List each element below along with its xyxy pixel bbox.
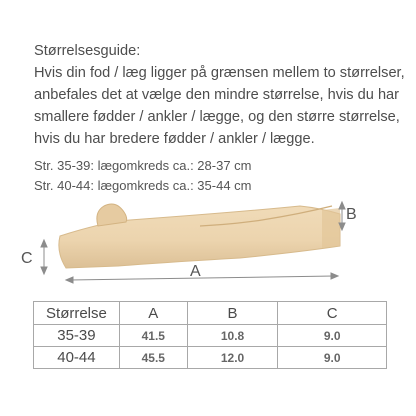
column-header-size: Størrelse	[34, 302, 120, 325]
size-guide-line: anbefales det at vælge den mindre størrelse, hvis du har	[34, 87, 400, 103]
measure-b-cell: 10.8	[187, 325, 278, 347]
size-guide-line: Hvis din fod / læg ligger på grænsen mellem to størrelser,	[34, 65, 405, 81]
table-row	[34, 325, 387, 347]
dimension-a-arrow	[66, 273, 338, 283]
size-40-44-circumference: Str. 40-44: lægomkreds ca.: 35-44 cm	[34, 178, 252, 193]
sleeve-heel	[97, 204, 127, 226]
sleeve-top-band	[322, 208, 340, 248]
measure-c-cell: 9.0	[278, 347, 387, 369]
table-header-row	[34, 302, 387, 325]
measure-a-cell: 45.5	[119, 347, 187, 369]
dimension-label-c: C	[21, 250, 33, 267]
size-cell: 35-39	[34, 325, 120, 347]
size-guide-line: smallere fødder / ankler / lægge, og den større størrelse,	[34, 109, 400, 125]
dimension-label-b: B	[346, 206, 357, 223]
column-header-c: C	[278, 302, 387, 325]
dimension-c-arrow	[41, 240, 47, 274]
column-header-b: B	[187, 302, 278, 325]
measure-b-cell: 12.0	[187, 347, 278, 369]
table-row	[34, 347, 387, 369]
size-guide-line: hvis du har bredere fødder / ankler / lægge.	[34, 131, 315, 147]
size-table	[33, 301, 387, 369]
dimension-label-a: A	[190, 263, 201, 280]
size-guide-heading: Størrelsesguide:	[34, 43, 141, 59]
measure-a-cell: 41.5	[119, 325, 187, 347]
size-cell: 40-44	[34, 347, 120, 369]
column-header-a: A	[119, 302, 187, 325]
measure-c-cell: 9.0	[278, 325, 387, 347]
size-35-39-circumference: Str. 35-39: lægomkreds ca.: 28-37 cm	[34, 158, 252, 173]
